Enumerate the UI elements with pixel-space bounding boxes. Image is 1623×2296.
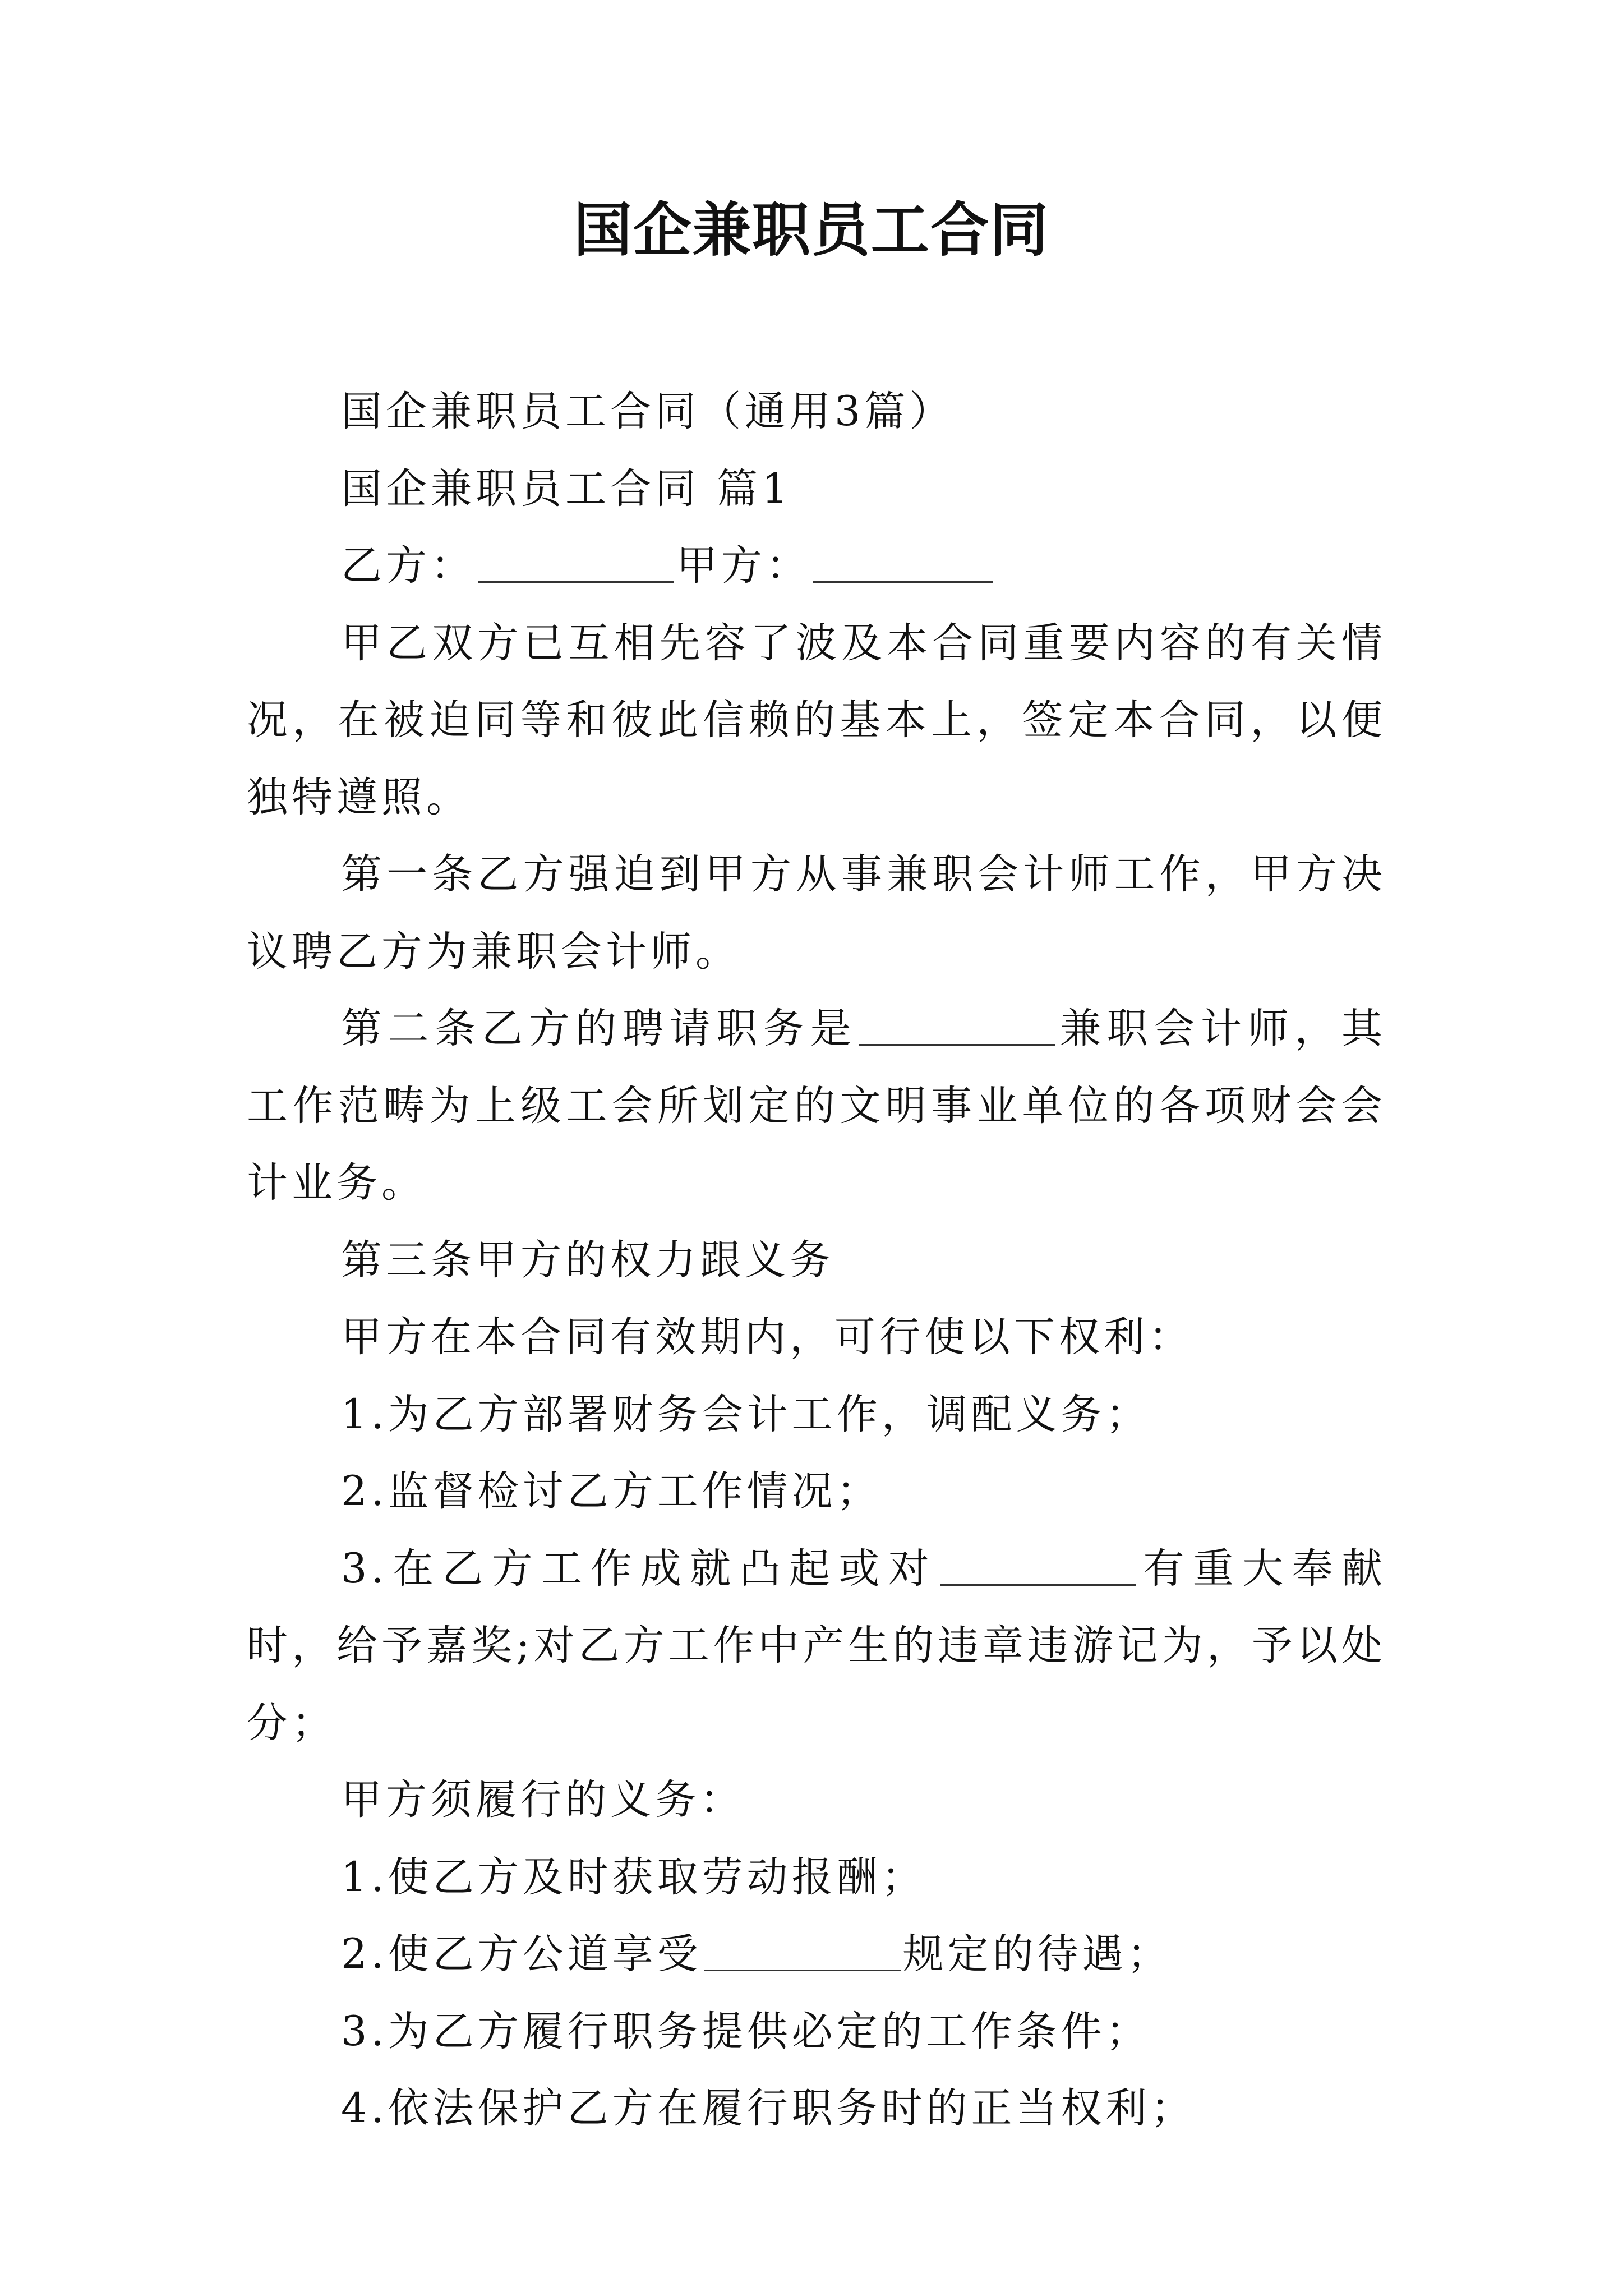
treatment-blank <box>704 1930 901 1971</box>
article1-paragraph <box>247 836 1386 990</box>
right-item-1 <box>247 1376 1386 1453</box>
duty-item-4-text: 4.依法保护乙方在履行职务时的正当权利； <box>341 2085 1196 2132</box>
duty-item-2 <box>247 1916 1386 1993</box>
duties-intro-text: 甲方须履行的义务： <box>341 1776 745 1824</box>
party-b-label: 乙方： <box>341 542 476 590</box>
right-item-3-text-after: 有重大奉献时，给予嘉奖;对乙方工作中产生的违章违游记为，予以处分； <box>247 1544 1387 1747</box>
duty-item-2-text-after: 规定的待遇； <box>902 1930 1172 1978</box>
duty-item-2-text-before: 2.使乙方公道享受 <box>341 1930 702 1978</box>
document-body <box>247 373 1386 2147</box>
right-item-2 <box>247 1453 1386 1530</box>
right-item-1-text: 1.为乙方部署财务会计工作，调配义务； <box>341 1390 1151 1438</box>
duty-item-3-text: 3.为乙方履行职务提供必定的工作条件； <box>341 2007 1151 2055</box>
duty-item-1 <box>247 1839 1386 1916</box>
rights-intro-text: 甲方在本合同有效期内，可行使以下权利： <box>341 1313 1193 1361</box>
right-item-3-text-before: 3.在乙方工作成就凸起或对 <box>341 1544 938 1593</box>
duty-item-3 <box>247 1993 1386 2070</box>
subtitle-text: 国企兼职员工合同（通用3篇） <box>341 388 955 435</box>
party-a-label: 甲方： <box>676 542 811 590</box>
party-b-blank <box>478 542 674 583</box>
section-heading-line <box>247 450 1386 528</box>
subtitle-line <box>247 373 1386 450</box>
right-item-3 <box>247 1530 1386 1762</box>
intro-text: 甲乙双方已互相先容了波及本合同重要内容的有关情况，在被迫同等和彼此信赖的基本上，签定本合同，以便独特遵照。 <box>247 619 1386 821</box>
article3-text: 第三条甲方的权力跟义务 <box>341 1236 834 1284</box>
party-a-blank <box>813 542 993 583</box>
article2-text-before: 第二条乙方的聘请职务是 <box>341 1005 857 1052</box>
duties-intro-line <box>247 1761 1386 1839</box>
article2-paragraph <box>247 990 1386 1222</box>
rights-intro-line <box>247 1299 1386 1376</box>
right-item-2-text: 2.监督检讨乙方工作情况； <box>341 1467 882 1515</box>
article1-text: 第一条乙方强迫到甲方从事兼职会计师工作，甲方决议聘乙方为兼职会计师。 <box>247 850 1386 976</box>
article2-text-after: 兼职会计师，其工作范畴为上级工会所划定的文明事业单位的各项财会会计业务。 <box>247 1005 1387 1207</box>
duty-item-4 <box>247 2070 1386 2147</box>
document-title: 国企兼职员工合同 <box>573 195 1049 264</box>
section-heading-text: 国企兼职员工合同 篇1 <box>341 464 792 513</box>
contribution-blank <box>940 1545 1136 1586</box>
article3-heading <box>247 1222 1386 1299</box>
duty-item-1-text: 1.使乙方及时获取劳动报酬； <box>341 1853 926 1901</box>
intro-paragraph <box>247 605 1386 836</box>
parties-line <box>247 527 1386 605</box>
position-blank <box>859 1005 1055 1046</box>
